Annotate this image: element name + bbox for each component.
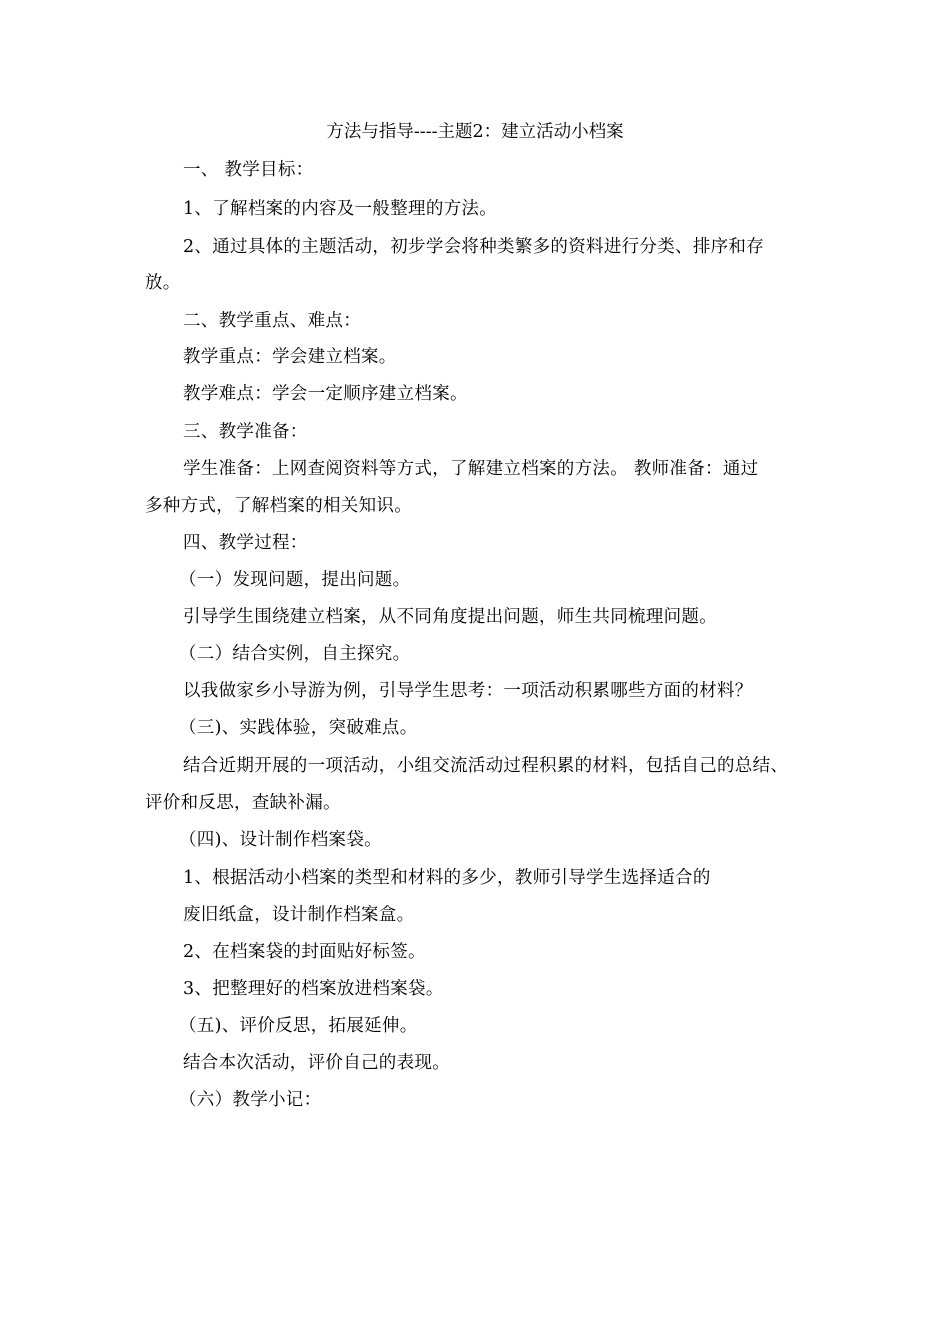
paragraph-line: 多种方式，了解档案的相关知识。 <box>145 496 412 516</box>
subsection-heading: （四)、设计制作档案袋。 <box>179 830 382 850</box>
paragraph-line: 结合近期开展的一项活动，小组交流活动过程积累的材料，包括自己的总结、 <box>183 756 789 776</box>
document-title: 方法与指导----主题2：建立活动小档案 <box>326 122 624 142</box>
section-heading-objectives: 一、 教学目标： <box>183 160 314 180</box>
paragraph-line: 2、通过具体的主题活动，初步学会将种类繁多的资料进行分类、排序和存 <box>183 237 765 257</box>
paragraph-line: 评价和反思，查缺补漏。 <box>145 793 341 813</box>
paragraph-line: 学生准备：上网查阅资料等方式，了解建立档案的方法。 教师准备：通过 <box>183 459 759 479</box>
paragraph-line: 以我做家乡小导游为例，引导学生思考：一项活动积累哪些方面的材料？ <box>183 681 753 701</box>
paragraph-line: 教学难点：学会一定顺序建立档案。 <box>183 384 468 404</box>
paragraph-line: 废旧纸盒，设计制作档案盒。 <box>183 905 415 925</box>
paragraph-line: 1、了解档案的内容及一般整理的方法。 <box>183 199 498 219</box>
paragraph-line: 2、在档案袋的封面贴好标签。 <box>183 942 426 962</box>
paragraph-line: 3、把整理好的档案放进档案袋。 <box>183 979 444 999</box>
paragraph-line: 放。 <box>145 273 181 293</box>
paragraph-line: 结合本次活动，评价自己的表现。 <box>183 1053 450 1073</box>
paragraph-line: 教学重点：学会建立档案。 <box>183 347 397 367</box>
subsection-heading: （一）发现问题，提出问题。 <box>179 570 411 590</box>
subsection-heading: （三)、实践体验，突破难点。 <box>179 718 418 738</box>
paragraph-line: 1、根据活动小档案的类型和材料的多少，教师引导学生选择适合的 <box>183 868 711 888</box>
subsection-heading: （六）教学小记： <box>179 1090 322 1110</box>
section-heading-key-points: 二、教学重点、难点： <box>183 311 361 331</box>
section-heading-preparation: 三、教学准备： <box>183 422 308 442</box>
subsection-heading: （五)、评价反思，拓展延伸。 <box>179 1016 418 1036</box>
paragraph-line: 引导学生围绕建立档案，从不同角度提出问题，师生共同梳理问题。 <box>183 607 717 627</box>
section-heading-process: 四、教学过程： <box>183 533 308 553</box>
subsection-heading: （二）结合实例，自主探究。 <box>179 644 411 664</box>
